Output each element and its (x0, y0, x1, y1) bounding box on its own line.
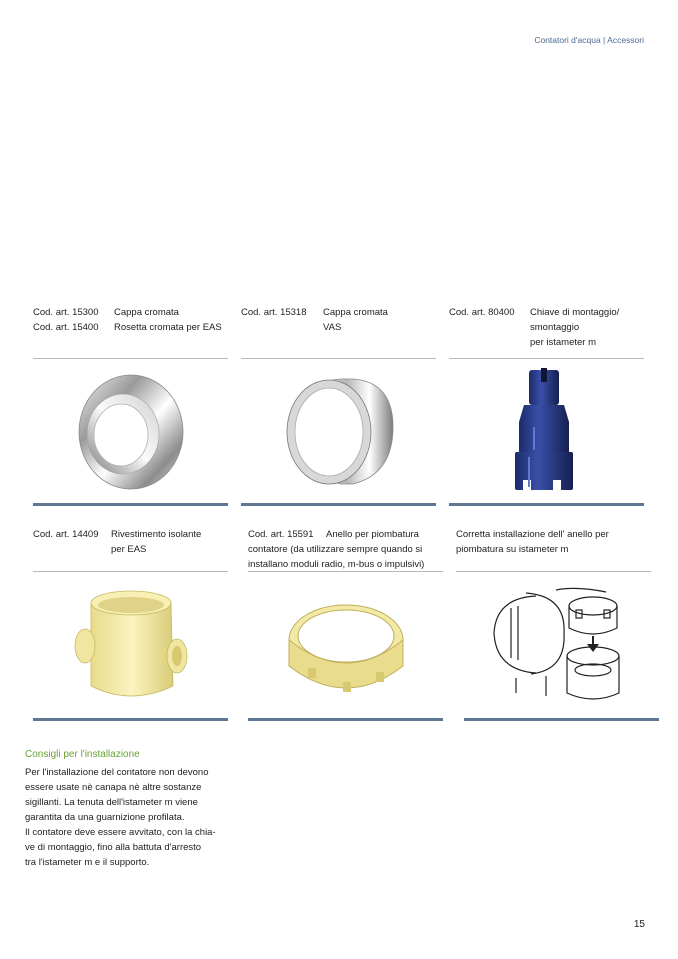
sealing-ring-image (248, 578, 443, 713)
caption-15591 (248, 527, 448, 572)
tips-line: sigillanti. La tenuta dell'istameter m viene (25, 797, 198, 808)
item-desc: Rivestimento isolante (111, 529, 202, 540)
item-desc: Rosetta cromata per EAS (114, 322, 222, 333)
tips-line: Il contatore deve essere avvitato, con la chia- (25, 827, 216, 838)
divider (456, 571, 651, 572)
divider (464, 718, 659, 721)
tips-line: essere usate nè canapa nè altre sostanze (25, 782, 202, 793)
item-desc: Chiave di montaggio/ (530, 307, 620, 318)
insulating-cover-image (33, 578, 228, 713)
caption-installation (456, 527, 656, 557)
item-code: Cod. art. 15300 (33, 307, 99, 318)
item-desc: smontaggio (530, 322, 580, 333)
item-desc: piombatura su istameter m (456, 544, 569, 555)
caption-15318 (241, 305, 441, 335)
divider (449, 503, 644, 506)
divider (33, 571, 228, 572)
divider (241, 358, 436, 359)
caption-14409 (33, 527, 233, 557)
chrome-cap-rosette-image (33, 362, 228, 502)
tips-line: Per l'installazione del contatore non devono (25, 767, 209, 778)
divider (33, 503, 228, 506)
item-code: Cod. art. 80400 (449, 307, 515, 318)
item-code: Cod. art. 15591 (248, 529, 314, 540)
caption-80400 (449, 305, 649, 350)
item-desc: VAS (323, 322, 342, 333)
divider (33, 358, 228, 359)
item-code: Cod. art. 14409 (33, 529, 99, 540)
tips-body (25, 765, 225, 870)
item-code: Cod. art. 15318 (241, 307, 307, 318)
item-desc: installano moduli radio, m-bus o impulsivi) (248, 559, 425, 570)
divider (248, 571, 443, 572)
divider (449, 358, 644, 359)
item-desc: Corretta installazione dell' anello per (456, 529, 609, 540)
item-code: Cod. art. 15400 (33, 322, 99, 333)
caption-15300-15400 (33, 305, 233, 335)
chrome-cap-vas-image (241, 362, 436, 502)
section-header: Contatori d'acqua | Accessori (534, 35, 644, 45)
mounting-key-image (449, 362, 644, 502)
installation-drawing-image (456, 578, 656, 713)
divider (248, 718, 443, 721)
item-desc: Anello per piombatura (326, 529, 419, 540)
tips-line: tra l'istameter m e il supporto. (25, 857, 150, 868)
divider (33, 718, 228, 721)
divider (241, 503, 436, 506)
tips-line: ve di montaggio, fino alla battuta d'arresto (25, 842, 202, 853)
item-desc: Cappa cromata (323, 307, 388, 318)
item-desc: per EAS (111, 544, 147, 555)
tips-line: garantita da una guarnizione profilata. (25, 812, 185, 823)
tips-title: Consigli per l'installazione (25, 749, 140, 760)
item-desc: per istameter m (530, 337, 596, 348)
item-desc: Cappa cromata (114, 307, 179, 318)
page-number: 15 (633, 919, 645, 930)
item-desc: contatore (da utilizzare sempre quando si (248, 544, 423, 555)
